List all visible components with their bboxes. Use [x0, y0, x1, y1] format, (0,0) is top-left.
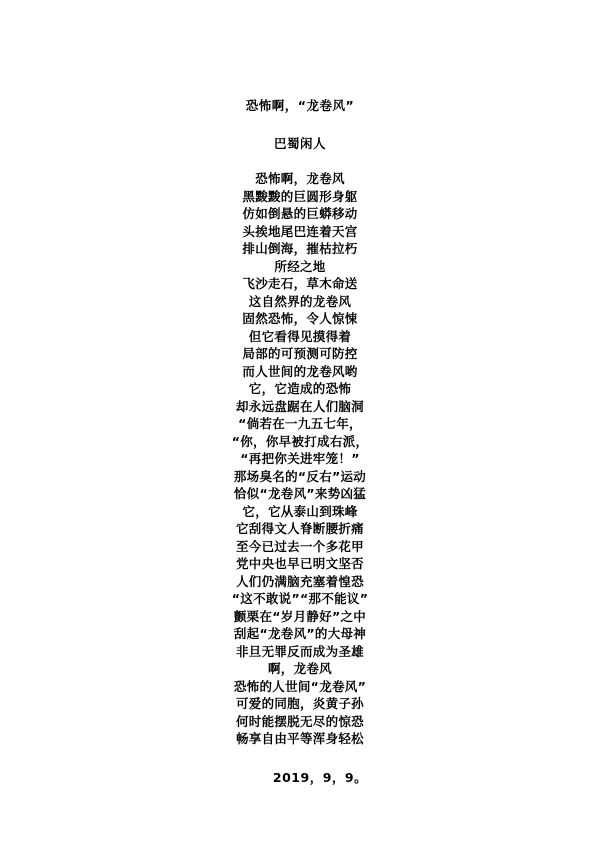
- poem-line: 排山倒海，摧枯拉朽: [242, 241, 358, 256]
- poem-line: 可爱的同胞，炎黄子孙: [235, 696, 364, 711]
- poem-line: 恐怖啊，龙卷风: [255, 171, 345, 186]
- poem-line: “这不敢说”“那不能议”: [231, 591, 369, 606]
- poem-line: 局部的可预测可防控: [242, 346, 358, 361]
- poem-line: 何时能摆脱无尽的惊恐: [235, 713, 364, 729]
- poem-line: 这自然界的龙卷风: [248, 293, 352, 309]
- poem-line: “倘若在一九五七年，: [238, 416, 362, 431]
- poem-line: 恰似“龙卷风”来势凶猛: [233, 486, 367, 501]
- poem-line: 仿如倒悬的巨蟒移动: [242, 206, 358, 221]
- poem-line: “你，你早被打成右派，: [231, 433, 369, 449]
- poem-line: 非旦无罪反而成为圣雄: [235, 643, 364, 659]
- poem-line: 却永远盘踞在人们脑洞: [235, 398, 364, 414]
- poem-line: 至今已过去一个多花甲: [235, 538, 364, 554]
- poem-line: 它，它造成的恐怖: [248, 381, 352, 396]
- poem-line: 固然恐怖，令人惊悚: [242, 311, 358, 326]
- poem-line: 飞沙走石，草木命送: [242, 276, 358, 291]
- poem-line: 啊，龙卷风: [267, 661, 332, 676]
- document-date: 2019，9，9。: [272, 769, 368, 785]
- poem-line: “再把你关进牢笼！”: [240, 451, 360, 466]
- poem-line: 那场臭名的“反右”运动: [233, 468, 367, 484]
- poem-line: 人们仍满脑充塞着惶恐: [235, 573, 364, 589]
- page-title: 恐怖啊，“龙卷风”: [245, 98, 355, 113]
- poem-line: 黑黢黢的巨圆形身躯: [242, 188, 358, 204]
- poem-line: 颤栗在“岁月静好”之中: [233, 608, 367, 624]
- poem-line: 而人世间的龙卷风哟: [242, 363, 358, 379]
- poem-line: 它刮得文人脊断腰折痛: [235, 521, 364, 536]
- poem-line: 所经之地: [274, 258, 326, 274]
- poem-body: [60, 170, 540, 748]
- poem-line: 头挨地尾巴连着天宫: [242, 223, 358, 239]
- poem-line: 恐怖的人世间“龙卷风”: [233, 678, 367, 694]
- poem-line: 但它看得见摸得着: [248, 328, 352, 344]
- poem-line: 畅享自由平等浑身轻松: [235, 731, 364, 746]
- author-name: 巴蜀闲人: [273, 136, 326, 151]
- poem-line: 它，它从泰山到珠峰: [242, 503, 358, 519]
- poem-line: 刮起“龙卷风”的大母神: [233, 626, 367, 641]
- poem-line: 党中央也早已明文坚否: [235, 556, 364, 571]
